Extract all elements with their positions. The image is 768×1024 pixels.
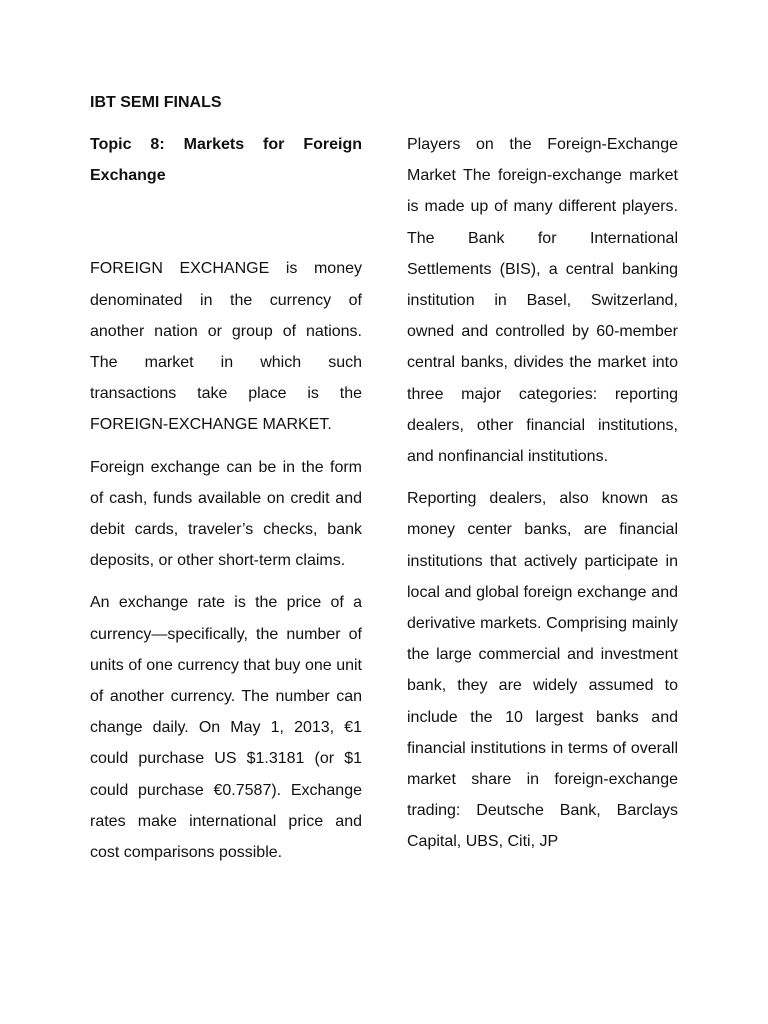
left-column: [90, 129, 362, 879]
paragraph-market-players: Players on the Foreign-Exchange Market The foreign-exchange market is made up of many different players. The Bank for International Settlements (BIS), a central banking institution in Basel, Switzerland, owned and controlled by 60-member central banks, divides the market into three major categories: reporting dealers, other financial institutions, and nonfinancial institutions.: [407, 136, 678, 466]
paragraph-foreign-exchange-forms: Foreign exchange can be in the form of cash, funds available on credit and debit cards, traveler’s checks, bank deposits, or other short-term claims.: [90, 458, 362, 570]
paragraph-exchange-rate: An exchange rate is the price of a currency—specifically, the number of units of one currency that buy one unit of another currency. The number can change daily. On May 1, 2013, €1 could purchase US $1.3181 (or $1 could purchase €0.7587). Exchange rates make international price and cost comparisons possible.: [90, 594, 362, 862]
document-title: IBT SEMI FINALS: [90, 94, 222, 111]
topic-heading: Topic 8: Markets for Foreign Exchange: [90, 136, 362, 185]
paragraph-foreign-exchange-definition: FOREIGN EXCHANGE is money denominated in the currency of another nation or group of nations. The market in which such transactions take place is the FOREIGN-EXCHANGE MARKET.: [90, 260, 362, 434]
paragraph-reporting-dealers: Reporting dealers, also known as money center banks, are financial institutions that actively participate in local and global foreign exchange and derivative markets. Comprising mainly the large commercial and investment bank, they are widely assumed to include the 10 largest banks and financial institutions in terms of overall market share in foreign-exchange trading: Deutsche Bank, Barclays Capital, UBS, Citi, JP: [407, 490, 678, 851]
right-column: [407, 129, 678, 869]
